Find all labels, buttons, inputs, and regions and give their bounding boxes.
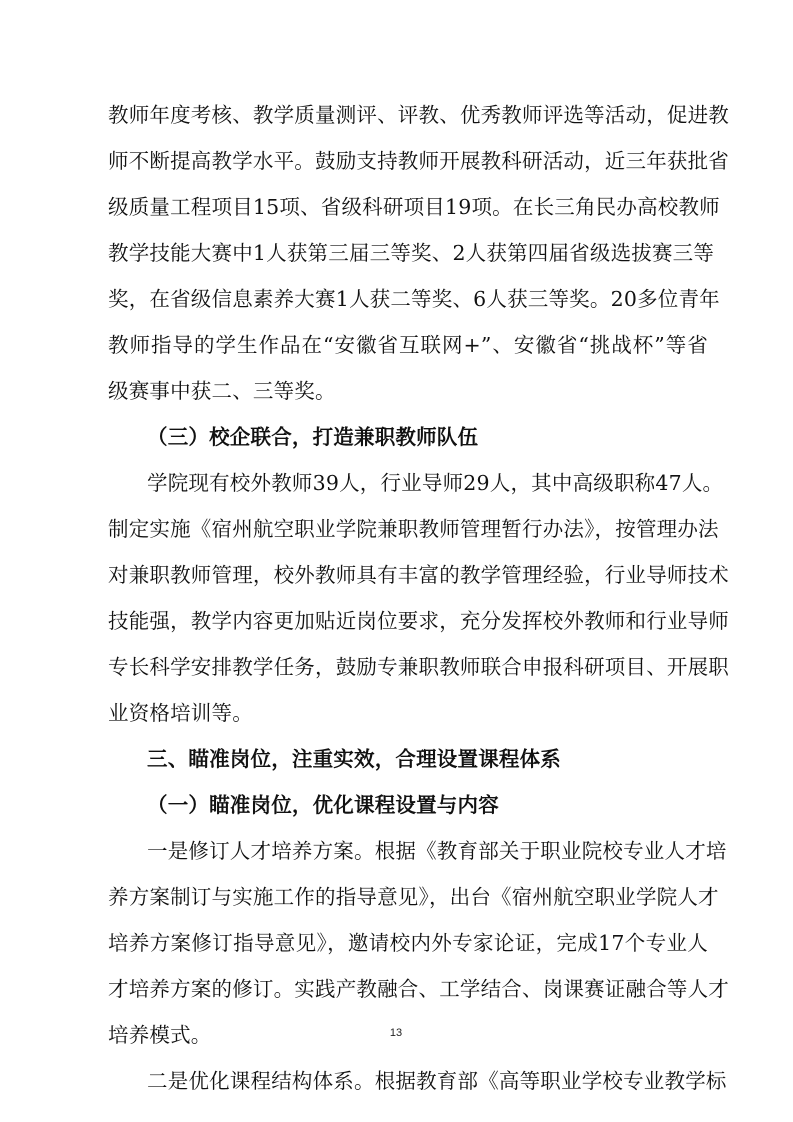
paragraph-line: 教学技能大赛中1人获第三届三等奖、2人获第四届省级选拔赛三等	[108, 241, 715, 265]
paragraph-line: 对兼职教师管理，校外教师具有丰富的教学管理经验，行业导师技术	[108, 563, 729, 587]
paragraph-line: 专长科学安排教学任务，鼓励专兼职教师联合申报科研项目、开展职	[108, 655, 729, 679]
paragraph-line: 教师指导的学生作品在“安徽省互联网+”、安徽省“挑战杯”等省	[108, 333, 708, 357]
paragraph-line: 才培养方案的修订。实践产教融合、工学结合、岗课赛证融合等人才	[108, 977, 729, 1001]
section-heading: （一）瞄准岗位，优化课程设置与内容	[147, 793, 499, 817]
paragraph-line: 制定实施《宿州航空职业学院兼职教师管理暂行办法》，按管理办法	[108, 517, 719, 541]
paragraph-line: 业资格培训等。	[108, 701, 253, 725]
page-number: 13	[389, 1027, 403, 1039]
paragraph-line: 奖，在省级信息素养大赛1人获二等奖、6人获三等奖。20多位青年	[108, 287, 720, 311]
paragraph-line: 级质量工程项目15项、省级科研项目19项。在长三角民办高校教师	[108, 195, 720, 219]
paragraph-line: 教师年度考核、教学质量测评、评教、优秀教师评选等活动，促进教	[108, 103, 729, 127]
paragraph-line: 二是优化课程结构体系。根据教育部《高等职业学校专业教学标	[147, 1069, 727, 1093]
chapter-heading: 三、瞄准岗位，注重实效，合理设置课程体系	[147, 747, 561, 771]
section-heading: （三）校企联合，打造兼职教师队伍	[147, 425, 479, 449]
paragraph-line: 培养模式。	[108, 1023, 212, 1047]
paragraph-line: 技能强，教学内容更加贴近岗位要求，充分发挥校外教师和行业导师	[108, 609, 729, 633]
paragraph-line: 级赛事中获二、三等奖。	[108, 379, 336, 403]
paragraph-line: 师不断提高教学水平。鼓励支持教师开展教科研活动，近三年获批省	[108, 149, 729, 173]
paragraph-line: 养方案制订与实施工作的指导意见》，出台《宿州航空职业学院人才	[108, 885, 719, 909]
paragraph-line: 一是修订人才培养方案。根据《教育部关于职业院校专业人才培	[147, 839, 727, 863]
paragraph-line: 学院现有校外教师39人，行业导师29人，其中高级职称47人。	[147, 471, 724, 495]
paragraph-line: 培养方案修订指导意见》，邀请校内外专家论证，完成17个专业人	[108, 931, 708, 955]
